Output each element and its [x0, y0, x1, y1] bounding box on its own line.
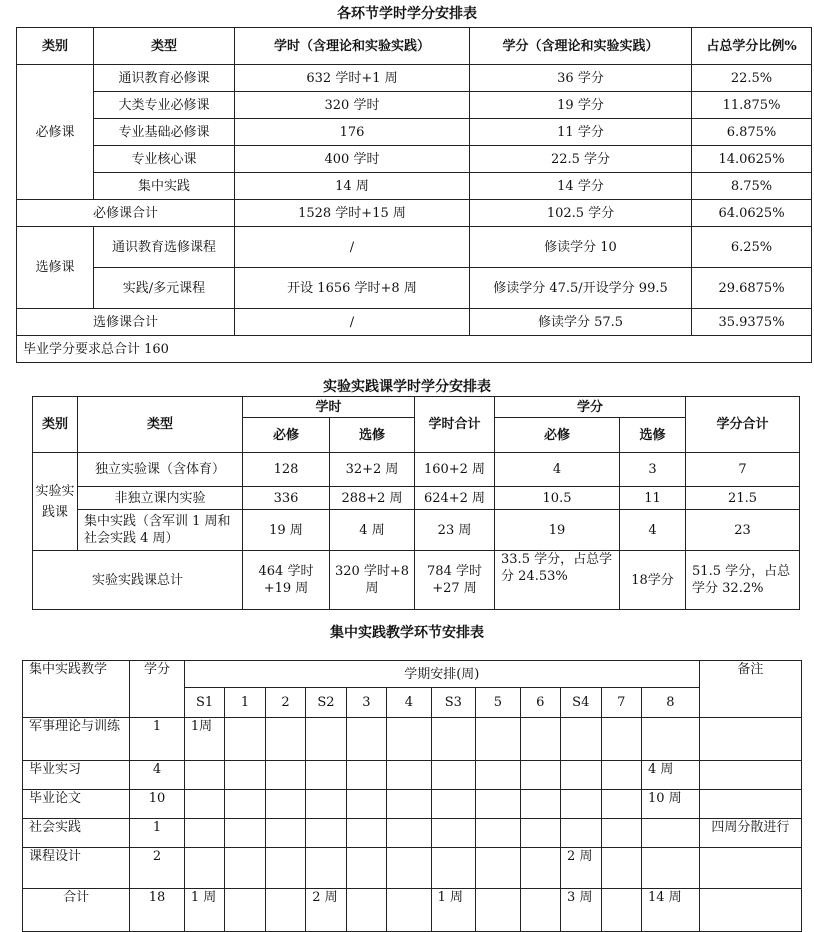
required-total-row	[17, 200, 812, 227]
course-type: 通识教育选修课程	[94, 227, 235, 268]
hours-cell: 320 学时	[235, 92, 470, 119]
hours-cell: 开设 1656 学时+8 周	[235, 268, 470, 309]
schedule-cell	[601, 790, 641, 819]
schedule-cell	[346, 790, 386, 819]
schedule-cell	[641, 819, 699, 848]
schedule-cell: 4 周	[641, 761, 699, 790]
schedule-cell	[476, 889, 521, 932]
hours-cell: 632 学时+1 周	[235, 65, 470, 92]
schedule-cell	[561, 819, 601, 848]
credits-cell: 修读学分 47.5/开设学分 99.5	[470, 268, 692, 309]
schedule-cell	[520, 761, 560, 790]
header-hours: 学时（含理论和实验实践）	[235, 28, 470, 65]
hours-cell: /	[235, 227, 470, 268]
schedule-cell	[346, 761, 386, 790]
required-hours: 128	[243, 453, 330, 487]
total-credits: 21.5	[686, 487, 800, 510]
header-type: 类型	[78, 397, 243, 453]
credits-cell: 修读学分 10	[470, 227, 692, 268]
schedule-cell	[346, 889, 386, 932]
semester-header: 3	[346, 688, 386, 718]
schedule-cell	[265, 790, 305, 819]
credits-cell: 1	[130, 718, 185, 761]
schedule-cell	[601, 718, 641, 761]
table-row	[23, 790, 802, 819]
required-credits: 10.5	[495, 487, 620, 510]
schedule-cell	[431, 848, 476, 889]
total-label: 实验实践课总计	[33, 551, 243, 610]
semester-header: 8	[641, 688, 699, 718]
schedule-cell	[431, 761, 476, 790]
schedule-cell	[387, 848, 432, 889]
elective-hours: 320 学时+8 周	[330, 551, 415, 610]
schedule-cell	[265, 819, 305, 848]
credits-cell: 2	[130, 848, 185, 889]
credits-cell: 14 学分	[470, 173, 692, 200]
table-row	[23, 761, 802, 790]
practice-item: 合计	[23, 889, 130, 932]
header-percentage: 占总学分比例%	[692, 28, 812, 65]
total-credits: 51.5 学分，占总学分 32.2%	[686, 551, 800, 610]
schedule-cell	[184, 848, 224, 889]
required-credits: 33.5 学分，占总学分 24.53%	[495, 551, 620, 610]
table1-title: 各环节学时学分安排表	[337, 6, 477, 22]
schedule-cell	[265, 848, 305, 889]
schedule-cell	[476, 819, 521, 848]
schedule-cell	[265, 718, 305, 761]
course-type: 通识教育必修课	[94, 65, 235, 92]
total-hours: 784 学时+27 周	[415, 551, 495, 610]
practice-item: 军事理论与训练	[23, 718, 130, 761]
total-hours: 624+2 周	[415, 487, 495, 510]
credits-cell: 19 学分	[470, 92, 692, 119]
header-type: 类型	[94, 28, 235, 65]
schedule-cell	[387, 790, 432, 819]
elective-hours: 288+2 周	[330, 487, 415, 510]
note-cell	[699, 761, 801, 790]
lab-practice-table	[32, 396, 800, 610]
course-type: 实践/多元课程	[94, 268, 235, 309]
hours-cell: 176	[235, 119, 470, 146]
note-cell	[699, 889, 801, 932]
schedule-cell	[520, 889, 560, 932]
schedule-cell: 2 周	[561, 848, 601, 889]
table-row	[33, 453, 800, 487]
credits-cell: 18	[130, 889, 185, 932]
schedule-cell	[601, 819, 641, 848]
schedule-cell	[476, 761, 521, 790]
header-practice-item: 集中实践教学	[23, 661, 130, 718]
table-row	[33, 487, 800, 510]
header-category: 类别	[17, 28, 94, 65]
table-row	[33, 510, 800, 551]
schedule-cell	[431, 819, 476, 848]
schedule-cell	[476, 848, 521, 889]
schedule-cell: 10 周	[641, 790, 699, 819]
required-credits: 19	[495, 510, 620, 551]
schedule-cell	[225, 848, 265, 889]
header-credits-total: 学分合计	[686, 397, 800, 453]
header-credits: 学分	[130, 661, 185, 718]
course-type: 专业基础必修课	[94, 119, 235, 146]
elective-total-row	[17, 309, 812, 336]
table-row	[17, 173, 812, 200]
percentage-cell: 22.5%	[692, 65, 812, 92]
semester-header: S4	[561, 688, 601, 718]
elective-hours: 4 周	[330, 510, 415, 551]
table-row	[23, 819, 802, 848]
header-note: 备注	[699, 661, 801, 718]
note-cell: 四周分散进行	[699, 819, 801, 848]
required-credits: 4	[495, 453, 620, 487]
header-required-hours: 必修	[243, 418, 330, 453]
semester-header: 7	[601, 688, 641, 718]
lab-category-cell: 实验实践课	[33, 453, 78, 551]
schedule-cell	[265, 761, 305, 790]
schedule-cell	[225, 889, 265, 932]
practice-item: 社会实践	[23, 819, 130, 848]
schedule-cell	[641, 848, 699, 889]
schedule-total-row	[23, 889, 802, 932]
elective-credits: 11	[620, 487, 686, 510]
course-type: 集中实践	[94, 173, 235, 200]
header-elective-hours: 选修	[330, 418, 415, 453]
schedule-cell	[225, 790, 265, 819]
percentage-cell: 11.875%	[692, 92, 812, 119]
hours-cell: 400 学时	[235, 146, 470, 173]
schedule-cell	[561, 761, 601, 790]
elective-credits: 18学分	[620, 551, 686, 610]
required-hours: 464 学时+19 周	[243, 551, 330, 610]
percentage-cell: 35.9375%	[692, 309, 812, 336]
schedule-cell	[225, 819, 265, 848]
elective-hours: 32+2 周	[330, 453, 415, 487]
schedule-cell	[601, 761, 641, 790]
schedule-cell	[225, 761, 265, 790]
table3-title: 集中实践教学环节安排表	[330, 625, 484, 641]
practice-item: 课程设计	[23, 848, 130, 889]
course-type: 集中实践（含军训 1 周和社会实践 4 周）	[78, 510, 243, 551]
semester-header: 1	[225, 688, 265, 718]
header-required-credits: 必修	[495, 418, 620, 453]
schedule-cell	[387, 718, 432, 761]
header-hours-total: 学时合计	[415, 397, 495, 453]
table-row	[17, 146, 812, 173]
percentage-cell: 8.75%	[692, 173, 812, 200]
course-type: 独立实验课（含体育）	[78, 453, 243, 487]
schedule-cell	[184, 790, 224, 819]
schedule-cell	[184, 819, 224, 848]
elective-category-cell: 选修课	[17, 227, 94, 309]
total-credits: 23	[686, 510, 800, 551]
percentage-cell: 64.0625%	[692, 200, 812, 227]
semester-header: 6	[520, 688, 560, 718]
table-row	[17, 65, 812, 92]
schedule-cell	[561, 718, 601, 761]
course-type: 非独立课内实验	[78, 487, 243, 510]
schedule-cell: 1 周	[431, 889, 476, 932]
semester-header: 5	[476, 688, 521, 718]
schedule-cell	[520, 790, 560, 819]
semester-header: S1	[184, 688, 224, 718]
total-hours: 160+2 周	[415, 453, 495, 487]
required-category-cell: 必修课	[17, 65, 94, 200]
semester-header: S2	[306, 688, 346, 718]
hours-cell: 1528 学时+15 周	[235, 200, 470, 227]
schedule-cell	[601, 889, 641, 932]
semester-header: 2	[265, 688, 305, 718]
total-credits: 7	[686, 453, 800, 487]
schedule-cell	[306, 848, 346, 889]
percentage-cell: 29.6875%	[692, 268, 812, 309]
schedule-cell	[520, 848, 560, 889]
schedule-cell	[306, 790, 346, 819]
header-category: 类别	[33, 397, 78, 453]
schedule-cell	[431, 718, 476, 761]
note-cell	[699, 718, 801, 761]
table-row	[17, 268, 812, 309]
schedule-cell	[346, 819, 386, 848]
elective-credits: 4	[620, 510, 686, 551]
hours-cell: /	[235, 309, 470, 336]
schedule-cell	[387, 761, 432, 790]
total-hours: 23 周	[415, 510, 495, 551]
practice-item: 毕业实习	[23, 761, 130, 790]
credits-cell: 修读学分 57.5	[470, 309, 692, 336]
table2-title: 实验实践课学时学分安排表	[323, 379, 491, 395]
schedule-cell	[306, 819, 346, 848]
schedule-cell	[476, 790, 521, 819]
schedule-cell	[431, 790, 476, 819]
practice-item: 毕业论文	[23, 790, 130, 819]
semester-header: S3	[431, 688, 476, 718]
schedule-cell	[476, 718, 521, 761]
table-row	[17, 227, 812, 268]
schedule-cell	[387, 819, 432, 848]
credit-hours-table	[16, 27, 812, 363]
schedule-cell	[184, 761, 224, 790]
schedule-cell	[306, 718, 346, 761]
graduation-row	[17, 336, 812, 363]
credits-cell: 10	[130, 790, 185, 819]
schedule-cell	[387, 889, 432, 932]
schedule-cell	[225, 718, 265, 761]
note-cell	[699, 790, 801, 819]
table1-header-row	[17, 28, 812, 65]
header-credits: 学分（含理论和实验实践）	[470, 28, 692, 65]
schedule-cell	[346, 848, 386, 889]
header-elective-credits: 选修	[620, 418, 686, 453]
schedule-cell	[306, 761, 346, 790]
graduation-requirement: 毕业学分要求总合计 160	[17, 336, 812, 363]
schedule-cell: 3 周	[561, 889, 601, 932]
practice-schedule-table	[22, 660, 802, 932]
header-credits: 学分	[495, 397, 686, 418]
table-row	[23, 848, 802, 889]
table-row	[17, 92, 812, 119]
hours-cell: 14 周	[235, 173, 470, 200]
schedule-cell: 1周	[184, 718, 224, 761]
course-type: 专业核心课	[94, 146, 235, 173]
schedule-cell: 2 周	[306, 889, 346, 932]
percentage-cell: 6.25%	[692, 227, 812, 268]
percentage-cell: 14.0625%	[692, 146, 812, 173]
schedule-cell	[561, 790, 601, 819]
total-label: 必修课合计	[17, 200, 235, 227]
credits-cell: 11 学分	[470, 119, 692, 146]
credits-cell: 4	[130, 761, 185, 790]
schedule-cell	[520, 718, 560, 761]
credits-cell: 22.5 学分	[470, 146, 692, 173]
required-hours: 19 周	[243, 510, 330, 551]
table-row	[23, 718, 802, 761]
elective-credits: 3	[620, 453, 686, 487]
percentage-cell: 6.875%	[692, 119, 812, 146]
credits-cell: 1	[130, 819, 185, 848]
lab-total-row	[33, 551, 800, 610]
required-hours: 336	[243, 487, 330, 510]
header-hours: 学时	[243, 397, 415, 418]
schedule-cell	[601, 848, 641, 889]
table-row	[17, 119, 812, 146]
total-label: 选修课合计	[17, 309, 235, 336]
note-cell	[699, 848, 801, 889]
schedule-cell: 1 周	[184, 889, 224, 932]
credits-cell: 102.5 学分	[470, 200, 692, 227]
schedule-cell	[346, 718, 386, 761]
semester-header: 4	[387, 688, 432, 718]
schedule-cell: 14 周	[641, 889, 699, 932]
course-type: 大类专业必修课	[94, 92, 235, 119]
header-schedule: 学期安排(周)	[184, 661, 699, 688]
schedule-cell	[265, 889, 305, 932]
schedule-cell	[520, 819, 560, 848]
credits-cell: 36 学分	[470, 65, 692, 92]
schedule-cell	[641, 718, 699, 761]
